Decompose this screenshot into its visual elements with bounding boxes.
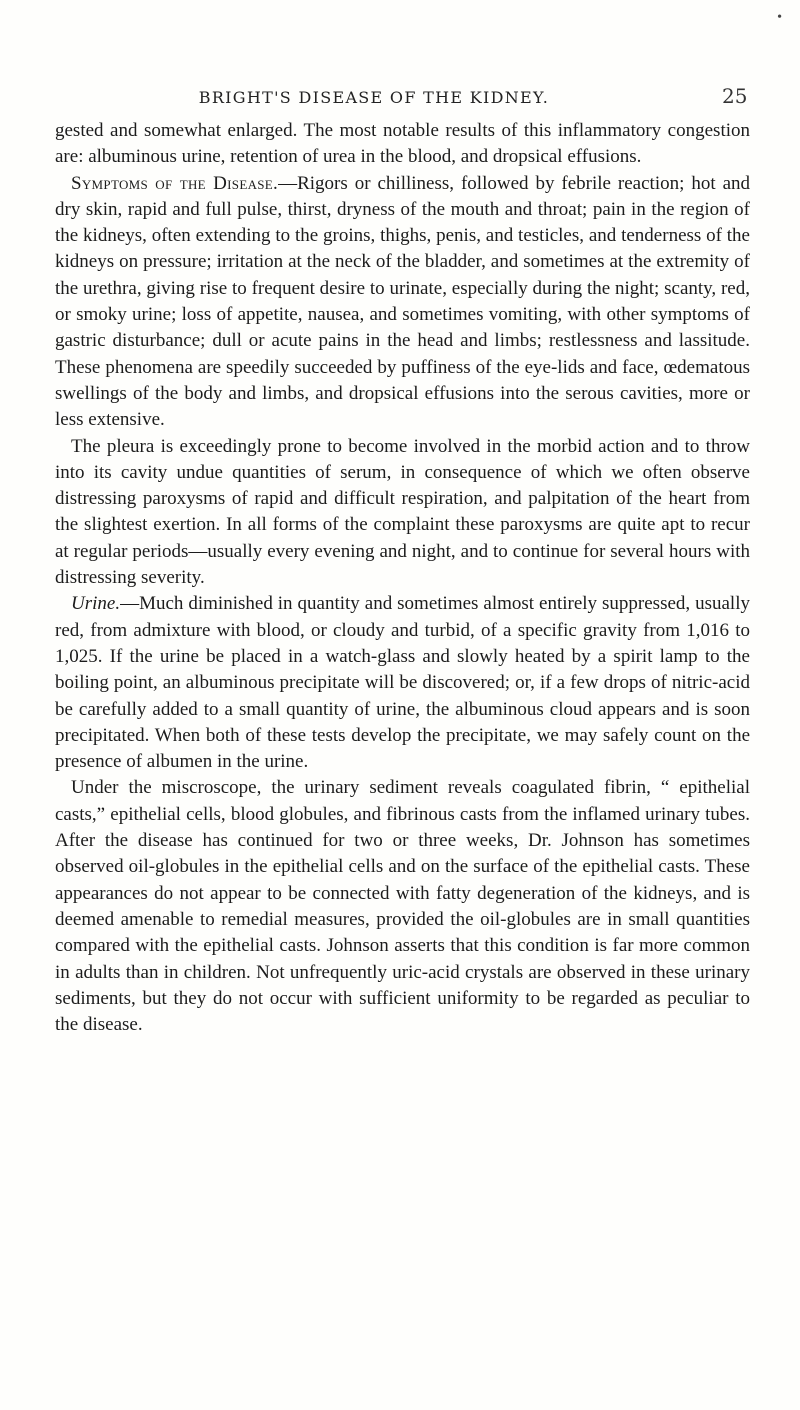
symptoms-heading: Symptoms of the Disease.	[71, 172, 279, 194]
symptoms-body: —Rigors or chilliness, followed by febrile reaction; hot and dry skin, rapid and full pulse, thirst, dryness of the mouth and throat; pain in the region of the kidneys, often extending to the groins, thighs, penis, and testicles, and tenderness of the kidneys on pressure; irritation at the neck of the bladder, and sometimes at the extremity of the urethra, giving rise to frequent desire to urinate, especially during the night; scanty, red, or smoky urine; loss of appetite, nausea, and sometimes vomiting, with other symptoms of gastric disturbance; dull or acute pains in the head and limbs; restlessness and lassitude. These phenomena are speedily succeeded by puffiness of the eye-lids and face, œdematous swellings of the body and limbs, and dropsical effusions into the serous cavities, more or less extensive.	[55, 172, 750, 431]
paragraph-symptoms	[55, 171, 750, 434]
urine-body: —Much diminished in quantity and sometimes almost entirely suppressed, usually red, from admixture with blood, or cloudy and turbid, of a specific gravity from 1,016 to 1,025. If the urine be placed in a watch-glass and slowly heated by a spirit lamp to the boiling point, an albuminous precipitate will be discovered; or, if a few drops of nitric-acid be carefully added to a small quantity of urine, the albuminous cloud appears and is soon precipitated. When both of these tests develop the precipitate, we may safely count on the presence of albumen in the urine.	[55, 593, 750, 773]
corner-dot-mark: •	[777, 10, 782, 25]
paragraph-continuation: gested and somewhat enlarged. The most notable results of this inflammatory congestion are: albuminous urine, retention of urea in the blood, and dropsical effusions.	[55, 120, 750, 168]
body-text	[55, 118, 750, 1038]
urine-heading: Urine.	[71, 593, 121, 615]
running-title: BRIGHT'S DISEASE OF THE KIDNEY.	[198, 88, 550, 107]
page-number: 25	[722, 84, 748, 108]
paragraph-urine	[55, 591, 750, 775]
paragraph-pleura: The pleura is exceedingly prone to become involved in the morbid action and to throw into its cavity undue quantities of serum, in consequence of which we often observe distressing paroxysms of rapid and difficult respiration, and palpitation of the heart from the slightest exertion. In all forms of the complaint these paroxysms are quite apt to recur at regular periods—usually every evening and night, and to continue for several hours with distressing severity.	[55, 435, 750, 589]
paragraph-microscope: Under the miscroscope, the urinary sediment reveals coagulated fibrin, “ epithelial casts,” epithelial cells, blood globules, and fibrinous casts from the inflamed urinary tubes. After the disease has continued for two or three weeks, Dr. Johnson has sometimes observed oil-globules in the epithelial cells and on the surface of the epithelial casts. These appearances do not appear to be connected with fatty degeneration of the kidneys, and is deemed amenable to remedial measures, provided the oil-globules are in small quantities compared with the epithelial casts. Johnson asserts that this condition is far more common in adults than in children. Not unfrequently uric-acid crystals are observed in these urinary sediments, but they do not occur with sufficient uniformity to be regarded as peculiar to the disease.	[55, 777, 750, 1036]
